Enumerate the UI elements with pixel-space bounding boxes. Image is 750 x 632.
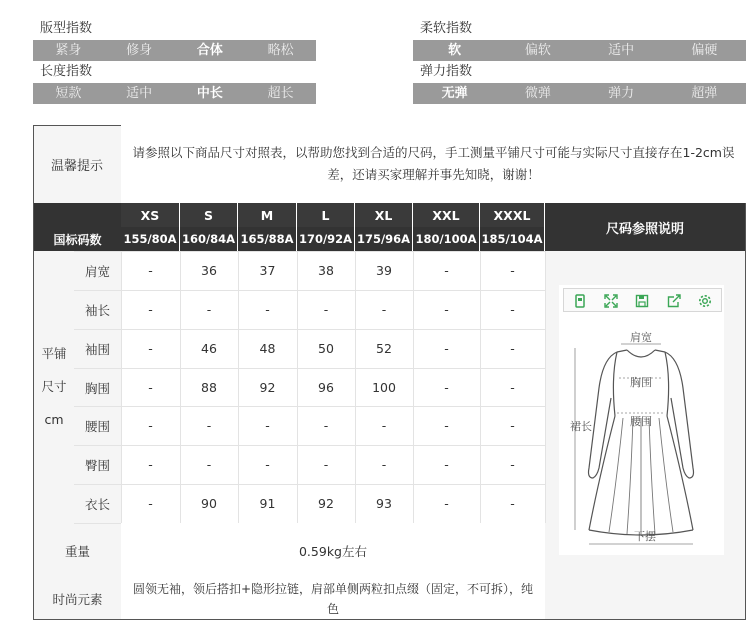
measurement-value: - [381,302,387,317]
softness-option: 适中 [608,43,635,58]
measurement-value: - [510,302,515,317]
measurement-value: 52 [376,341,392,356]
length-option: 超长 [267,86,294,101]
weight-value: 0.59kg左右 [121,523,545,578]
measurement-value: 91 [259,496,276,511]
elasticity-option: 超弹 [691,86,718,101]
measurement-value: - [444,496,449,511]
standard-header: 155/80A [121,227,180,251]
measurement-value: - [381,418,387,433]
softness-option: 偏硬 [691,43,718,58]
size-header: XS [121,203,180,227]
measurement-value: - [148,263,153,278]
measurement-value: - [148,302,153,317]
fit-index-title: 版型指数 [38,19,94,39]
diagram-label-length: 裙长 [570,420,592,433]
measurement-value: - [265,418,270,433]
measurement-value: 90 [201,496,217,511]
measurement-name: 腰围 [84,418,110,434]
measurement-value: - [206,302,212,317]
grid-col-line [545,251,546,523]
diagram-label-hem: 下摆 [634,530,656,543]
group-label-line: 平铺 [41,346,67,361]
reference-label: 尺码参照说明 [545,203,745,251]
fit-index-bar [33,40,316,61]
size-header: XXXL [480,203,545,227]
length-index-title: 长度指数 [38,62,94,82]
measurement-value: - [265,457,270,472]
copy-icon[interactable] [573,293,587,307]
measurement-value: - [444,457,449,472]
standard-header: 160/84A [180,227,238,251]
measurement-value: - [444,418,449,433]
measurement-name: 衣长 [84,496,110,512]
measurement-value: 93 [376,496,392,511]
elasticity-index-title: 弹力指数 [418,62,474,82]
elasticity-index-bar [413,83,746,104]
group-label-line: cm [44,412,64,427]
size-header: L [297,203,355,227]
length-option-selected: 中长 [196,86,223,101]
measurement-value: - [510,380,515,395]
measurement-value: - [510,418,515,433]
measurement-value: 100 [372,380,396,395]
measurement-value: 92 [318,496,334,511]
measurement-value: - [510,341,515,356]
fit-option: 紧身 [55,43,82,58]
measurement-value: - [148,496,153,511]
group-label-line: 尺寸 [41,379,67,394]
measurement-value: - [444,341,449,356]
diagram-label-chest: 胸围 [630,376,652,389]
standard-header: 185/104A [480,227,545,251]
measurement-value: 88 [201,380,217,395]
fit-option: 修身 [126,43,153,58]
fit-option: 略松 [267,43,294,58]
save-icon[interactable] [635,293,649,307]
measurement-value: - [148,457,153,472]
expand-icon[interactable] [604,293,618,307]
diagram-label-shoulder: 肩宽 [630,331,652,344]
measurement-value: 48 [259,341,276,356]
standard-header: 165/88A [238,227,297,251]
measurement-name: 袖围 [84,341,110,357]
fashion-label: 时尚元素 [52,591,103,607]
standard-header: 170/92A [297,227,355,251]
measurement-value: - [323,457,329,472]
softness-option-selected: 软 [448,43,462,58]
standard-header: 175/96A [355,227,413,251]
standard-label: 国标码数 [34,227,121,251]
fit-option-selected: 合体 [196,43,223,58]
measurement-value: - [444,263,449,278]
measurement-name: 胸围 [84,380,110,396]
tip-label: 温馨提示 [50,158,103,174]
measurement-value: - [444,380,449,395]
measurement-value: - [206,418,212,433]
group-label [34,337,74,436]
measurement-value: 96 [318,380,334,395]
measurement-value: 37 [259,263,276,278]
weight-label: 重量 [64,543,90,559]
fashion-text: 圆领无袖，领后搭扣+隐形拉链，肩部单侧两粒扣点缀（固定，不可拆），纯色 [121,578,545,619]
dress-outline-illustration [559,318,724,555]
measurement-value: - [265,302,270,317]
measurement-name: 袖长 [84,302,110,318]
softness-index-bar [413,40,746,61]
elasticity-option-selected: 无弹 [441,86,468,101]
tip-row [33,125,746,203]
measurement-name: 臀围 [84,457,110,473]
softness-option: 偏软 [524,43,551,58]
standard-header: 180/100A [413,227,480,251]
measurement-value: - [510,263,515,278]
size-header: S [180,203,238,227]
length-option: 适中 [126,86,153,101]
measurement-value: - [444,302,449,317]
softness-index-title: 柔软指数 [418,19,474,39]
elasticity-option: 微弹 [524,86,551,101]
measurement-value: 46 [201,341,217,356]
measurement-value: - [323,302,329,317]
measurement-value: 92 [259,380,276,395]
diagram-label-waist: 腰围 [630,415,652,428]
length-option: 短款 [55,86,82,101]
measurement-value: - [323,418,329,433]
measurement-value: 39 [376,263,392,278]
measurement-name: 肩宽 [84,263,110,279]
measurement-value: 36 [201,263,217,278]
elasticity-option: 弹力 [608,86,635,101]
measurement-value: 38 [318,263,334,278]
size-header: XL [355,203,413,227]
settings-icon[interactable] [698,293,712,307]
size-header: XXL [413,203,480,227]
tip-text: 请参照以下商品尺寸对照表，以帮助您找到合适的尺码，手工测量平铺尺寸可能与实际尺寸直接存在1-2cm误差，还请买家理解并事先知晓，谢谢！ [121,125,746,203]
size-header: M [238,203,297,227]
measurement-value: 50 [318,341,334,356]
share-icon[interactable] [667,293,681,307]
image-toolbar [563,288,722,312]
measurement-value: - [510,496,515,511]
measurement-value: - [206,457,212,472]
header-corner [34,203,121,227]
measurement-value: - [510,457,515,472]
measurement-value: - [148,380,153,395]
measurement-value: - [148,418,153,433]
measurement-value: - [148,341,153,356]
measurement-value: - [381,457,387,472]
length-index-bar [33,83,316,104]
